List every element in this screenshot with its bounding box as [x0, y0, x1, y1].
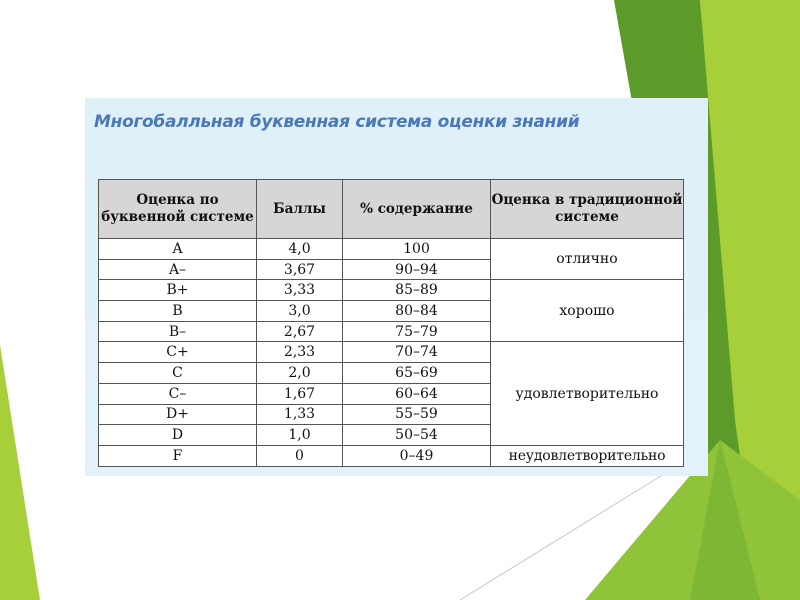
cell-letter: C+ — [99, 342, 257, 363]
cell-points: 2,33 — [257, 342, 343, 363]
cell-letter: C — [99, 363, 257, 384]
cell-points: 2,67 — [257, 321, 343, 342]
cell-percent: 100 — [343, 239, 491, 260]
cell-points: 0 — [257, 445, 343, 466]
cell-points: 3,33 — [257, 280, 343, 301]
table-image — [85, 98, 708, 476]
cell-percent: 65–69 — [343, 363, 491, 384]
cell-percent: 50–54 — [343, 425, 491, 446]
table-row — [99, 280, 684, 301]
cell-letter: B+ — [99, 280, 257, 301]
header-points: Баллы — [257, 180, 343, 239]
cell-traditional: хорошо — [491, 280, 684, 342]
cell-letter: F — [99, 445, 257, 466]
table-header-row — [99, 180, 684, 239]
cell-traditional: удовлетворительно — [491, 342, 684, 445]
cell-letter: D — [99, 425, 257, 446]
cell-percent: 85–89 — [343, 280, 491, 301]
cell-points: 1,33 — [257, 404, 343, 425]
cell-percent: 60–64 — [343, 383, 491, 404]
header-traditional: Оценка в традиционной системе — [491, 180, 684, 239]
cell-percent: 55–59 — [343, 404, 491, 425]
cell-percent: 0–49 — [343, 445, 491, 466]
cell-points: 4,0 — [257, 239, 343, 260]
cell-letter: A– — [99, 259, 257, 280]
header-percent: % содержание — [343, 180, 491, 239]
cell-points: 1,67 — [257, 383, 343, 404]
cell-letter: D+ — [99, 404, 257, 425]
cell-letter: C– — [99, 383, 257, 404]
cell-letter: B — [99, 301, 257, 322]
cell-traditional: неудовлетворительно — [491, 445, 684, 466]
cell-points: 3,0 — [257, 301, 343, 322]
cell-letter: B– — [99, 321, 257, 342]
table-row — [99, 239, 684, 260]
table-title: Многобалльная буквенная система оценки знаний — [94, 112, 580, 132]
grading-table — [98, 179, 684, 467]
cell-percent: 70–74 — [343, 342, 491, 363]
cell-percent: 80–84 — [343, 301, 491, 322]
header-letter: Оценка по буквенной системе — [99, 180, 257, 239]
cell-percent: 75–79 — [343, 321, 491, 342]
cell-points: 3,67 — [257, 259, 343, 280]
table-row — [99, 342, 684, 363]
cell-percent: 90–94 — [343, 259, 491, 280]
cell-letter: A — [99, 239, 257, 260]
table-row — [99, 445, 684, 466]
left-green-shape — [0, 345, 40, 600]
cell-points: 1,0 — [257, 425, 343, 446]
cell-points: 2,0 — [257, 363, 343, 384]
cell-traditional: отлично — [491, 239, 684, 280]
